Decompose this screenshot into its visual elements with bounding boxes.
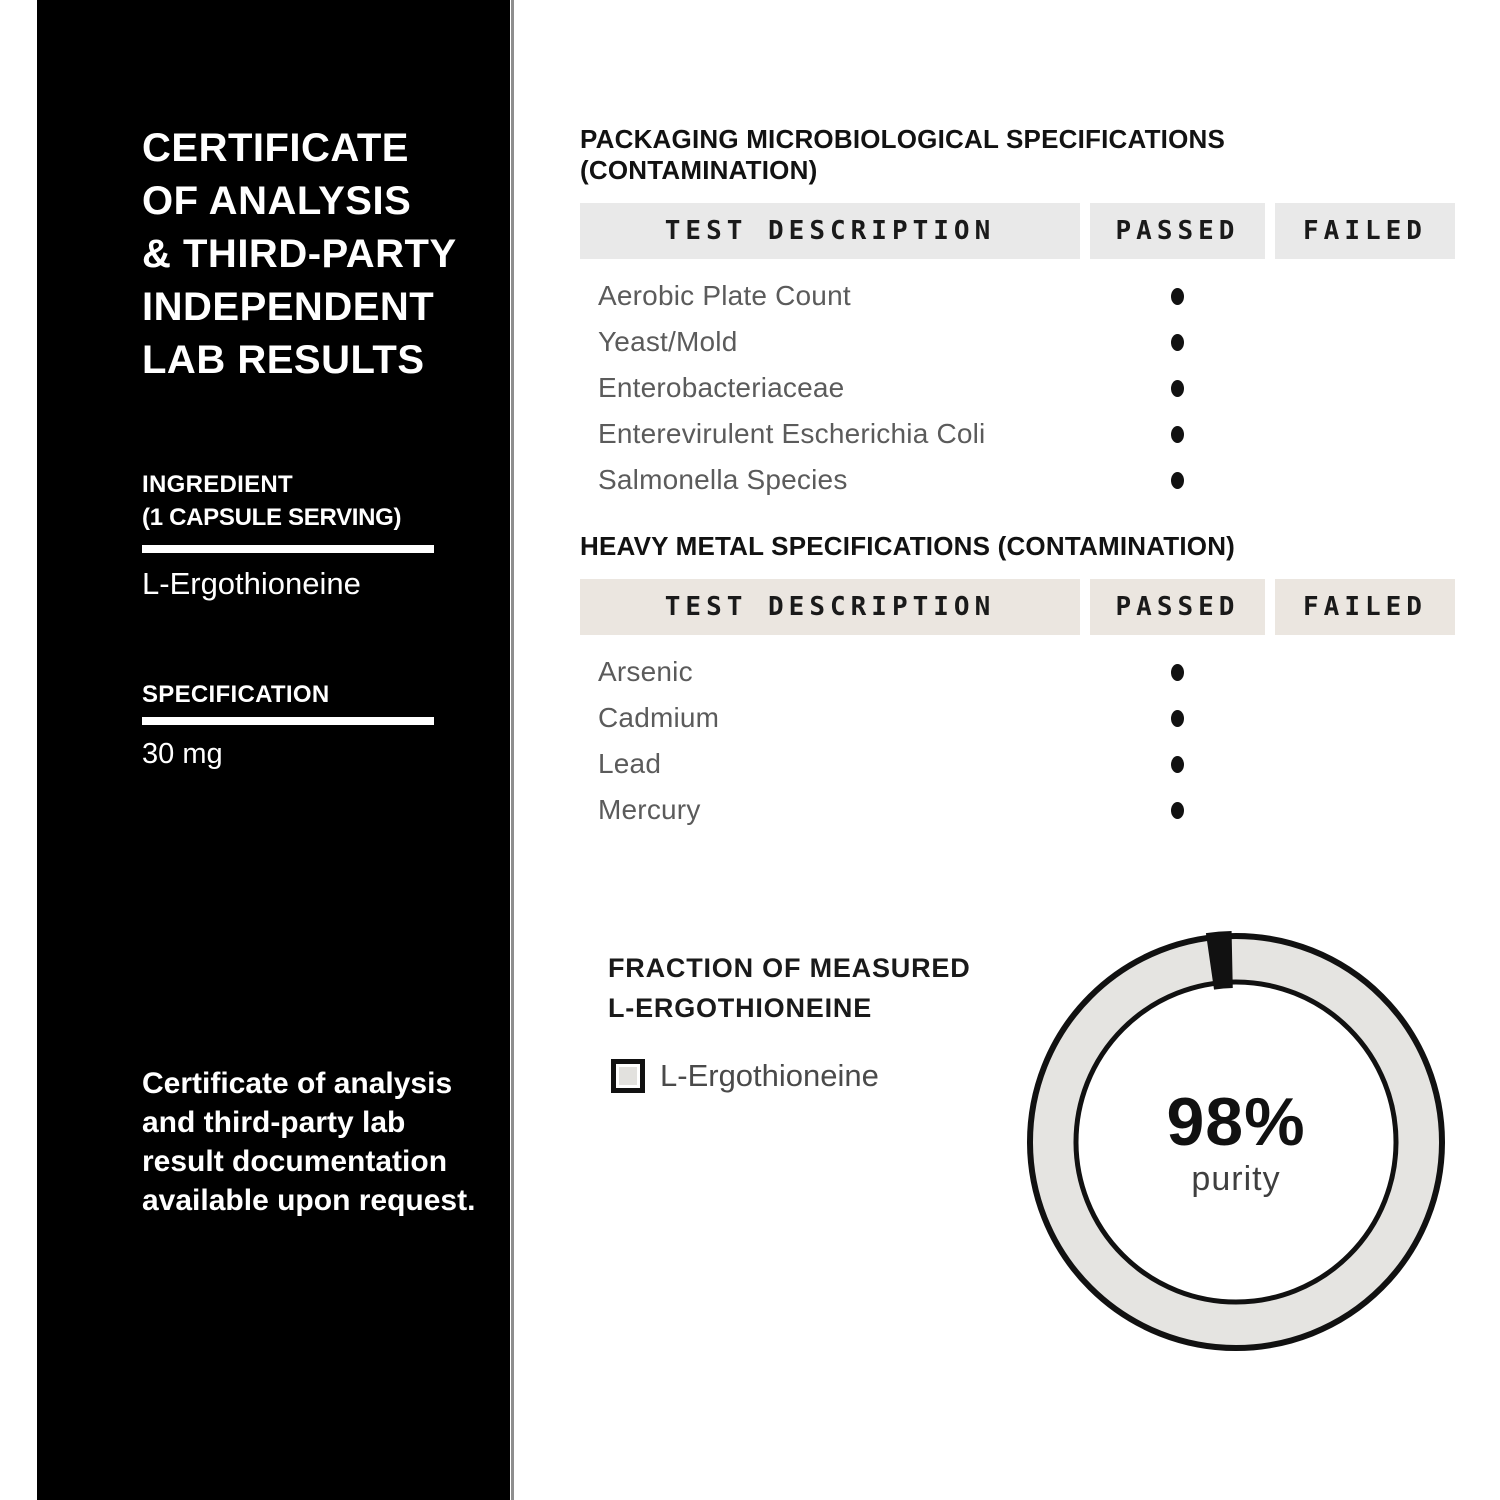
column-header-test-description: TEST DESCRIPTION — [580, 203, 1080, 259]
passed-dot — [1171, 288, 1184, 305]
donut-center-caption: purity — [1191, 1160, 1281, 1198]
ingredient-rule — [142, 545, 434, 553]
table-row: Lead — [580, 741, 1455, 787]
table-row: Aerobic Plate Count — [580, 273, 1455, 319]
panel-divider — [511, 0, 514, 1500]
passed-dot — [1171, 472, 1184, 489]
column-header-passed: PASSED — [1090, 579, 1265, 635]
table-title: PACKAGING MICROBIOLOGICAL SPECIFICATIONS (CONTAMINATION) — [580, 124, 1226, 185]
passed-dot — [1171, 664, 1184, 681]
heading-line: CERTIFICATE — [142, 126, 409, 170]
table-rows — [580, 635, 1455, 833]
table-row: Cadmium — [580, 695, 1455, 741]
microbiological-table — [580, 124, 1455, 503]
heading-line: INDEPENDENT — [142, 285, 435, 329]
table-title: HEAVY METAL SPECIFICATIONS (CONTAMINATION) — [580, 531, 1236, 561]
passed-dot — [1171, 426, 1184, 443]
heading-line: OF ANALYSIS — [142, 179, 412, 223]
availability-footnote: Certificate of analysis and third-party lab result documentation available upon request. — [142, 1067, 476, 1217]
passed-dot — [1171, 334, 1184, 351]
ingredient-label: INGREDIENT (1 CAPSULE SERVING) — [142, 471, 402, 531]
passed-dot — [1171, 756, 1184, 773]
table-row: Mercury — [580, 787, 1455, 833]
passed-dot — [1171, 802, 1184, 819]
passed-dot — [1171, 710, 1184, 727]
legend-swatch-icon — [611, 1059, 645, 1093]
table-header — [580, 579, 1455, 635]
specification-label: SPECIFICATION — [142, 681, 330, 708]
table-row: Salmonella Species — [580, 457, 1455, 503]
table-rows — [580, 259, 1455, 503]
ingredient-value: L-Ergothioneine — [142, 566, 361, 601]
heading-line: LAB RESULTS — [142, 338, 425, 382]
donut-legend — [611, 1058, 879, 1094]
donut-center-value: 98% — [1166, 1084, 1306, 1160]
specification-value: 30 mg — [142, 738, 223, 770]
column-header-failed: FAILED — [1275, 579, 1455, 635]
passed-dot — [1171, 380, 1184, 397]
heavy-metal-table — [580, 531, 1455, 833]
column-header-passed: PASSED — [1090, 203, 1265, 259]
column-header-failed: FAILED — [1275, 203, 1455, 259]
column-header-test-description: TEST DESCRIPTION — [580, 579, 1080, 635]
fraction-section-title: FRACTION OF MEASURED L-ERGOTHIONEINE — [608, 953, 971, 1023]
specification-rule — [142, 717, 434, 725]
table-header — [580, 203, 1455, 259]
table-row: Arsenic — [580, 649, 1455, 695]
table-row: Enterevirulent Escherichia Coli — [580, 411, 1455, 457]
heading-line: & THIRD-PARTY — [142, 232, 457, 276]
legend-label: L-Ergothioneine — [660, 1058, 879, 1093]
certificate-heading — [142, 122, 482, 387]
table-row: Enterobacteriaceae — [580, 365, 1455, 411]
table-row: Yeast/Mold — [580, 319, 1455, 365]
